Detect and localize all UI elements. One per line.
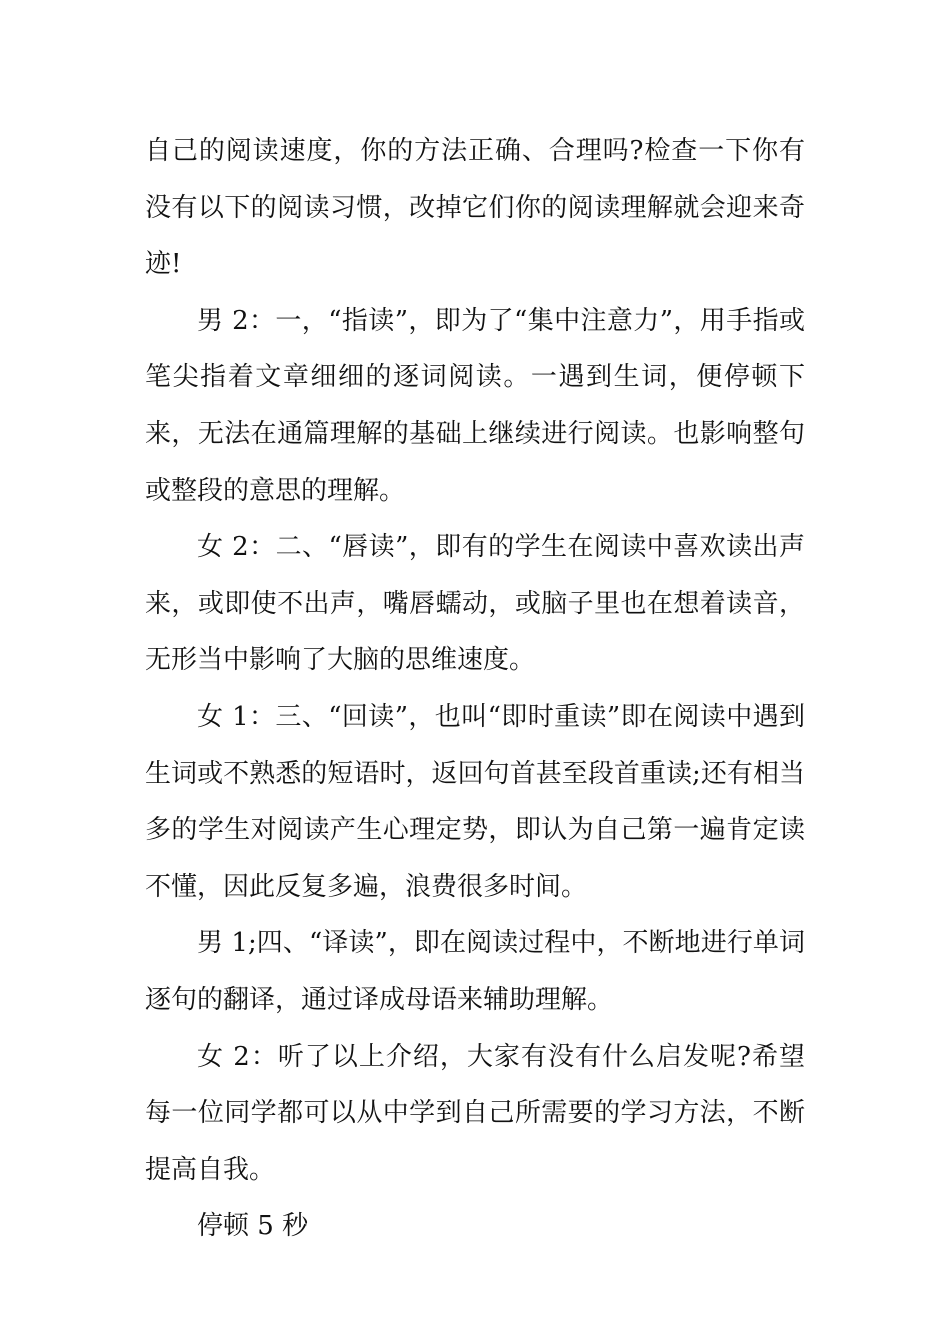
paragraph-finger-reading: 男 2：一，“指读”，即为了“集中注意力”，用手指或笔尖指着文章细细的逐词阅读。一遇到生词，便停顿下来，无法在通篇理解的基础上继续进行阅读。也影响整句或整段的意思的理解。 — [145, 305, 805, 506]
paragraph-reading-habits-intro: 自己的阅读速度，你的方法正确、合理吗?检查一下你有没有以下的阅读习惯，改掉它们你的阅读理解就会迎来奇迹! — [145, 136, 805, 280]
paragraph-conclusion: 女 2：听了以上介绍，大家有没有什么启发呢?希望每一位同学都可以从中学到自己所需要的学习方法，不断提高自我。 — [145, 1041, 805, 1185]
paragraph-pause-note: 停顿 5 秒 — [197, 1211, 309, 1242]
document-body — [145, 123, 805, 1255]
paragraph-lip-reading: 女 2：二、“唇读”，即有的学生在阅读中喜欢读出声来，或即使不出声，嘴唇蠕动，或脑子里也在想着读音，无形当中影响了大脑的思维速度。 — [145, 532, 805, 676]
paragraph-re-reading: 女 1：三、“回读”，也叫“即时重读”即在阅读中遇到生词或不熟悉的短语时，返回句首甚至段首重读;还有相当多的学生对阅读产生心理定势，即认为自己第一遍肯定读不懂，因此反复多遍，浪费很多时间。 — [145, 701, 805, 902]
paragraph-translation-reading: 男 1;四、“译读”，即在阅读过程中，不断地进行单词逐句的翻译，通过译成母语来辅助理解。 — [145, 928, 805, 1015]
